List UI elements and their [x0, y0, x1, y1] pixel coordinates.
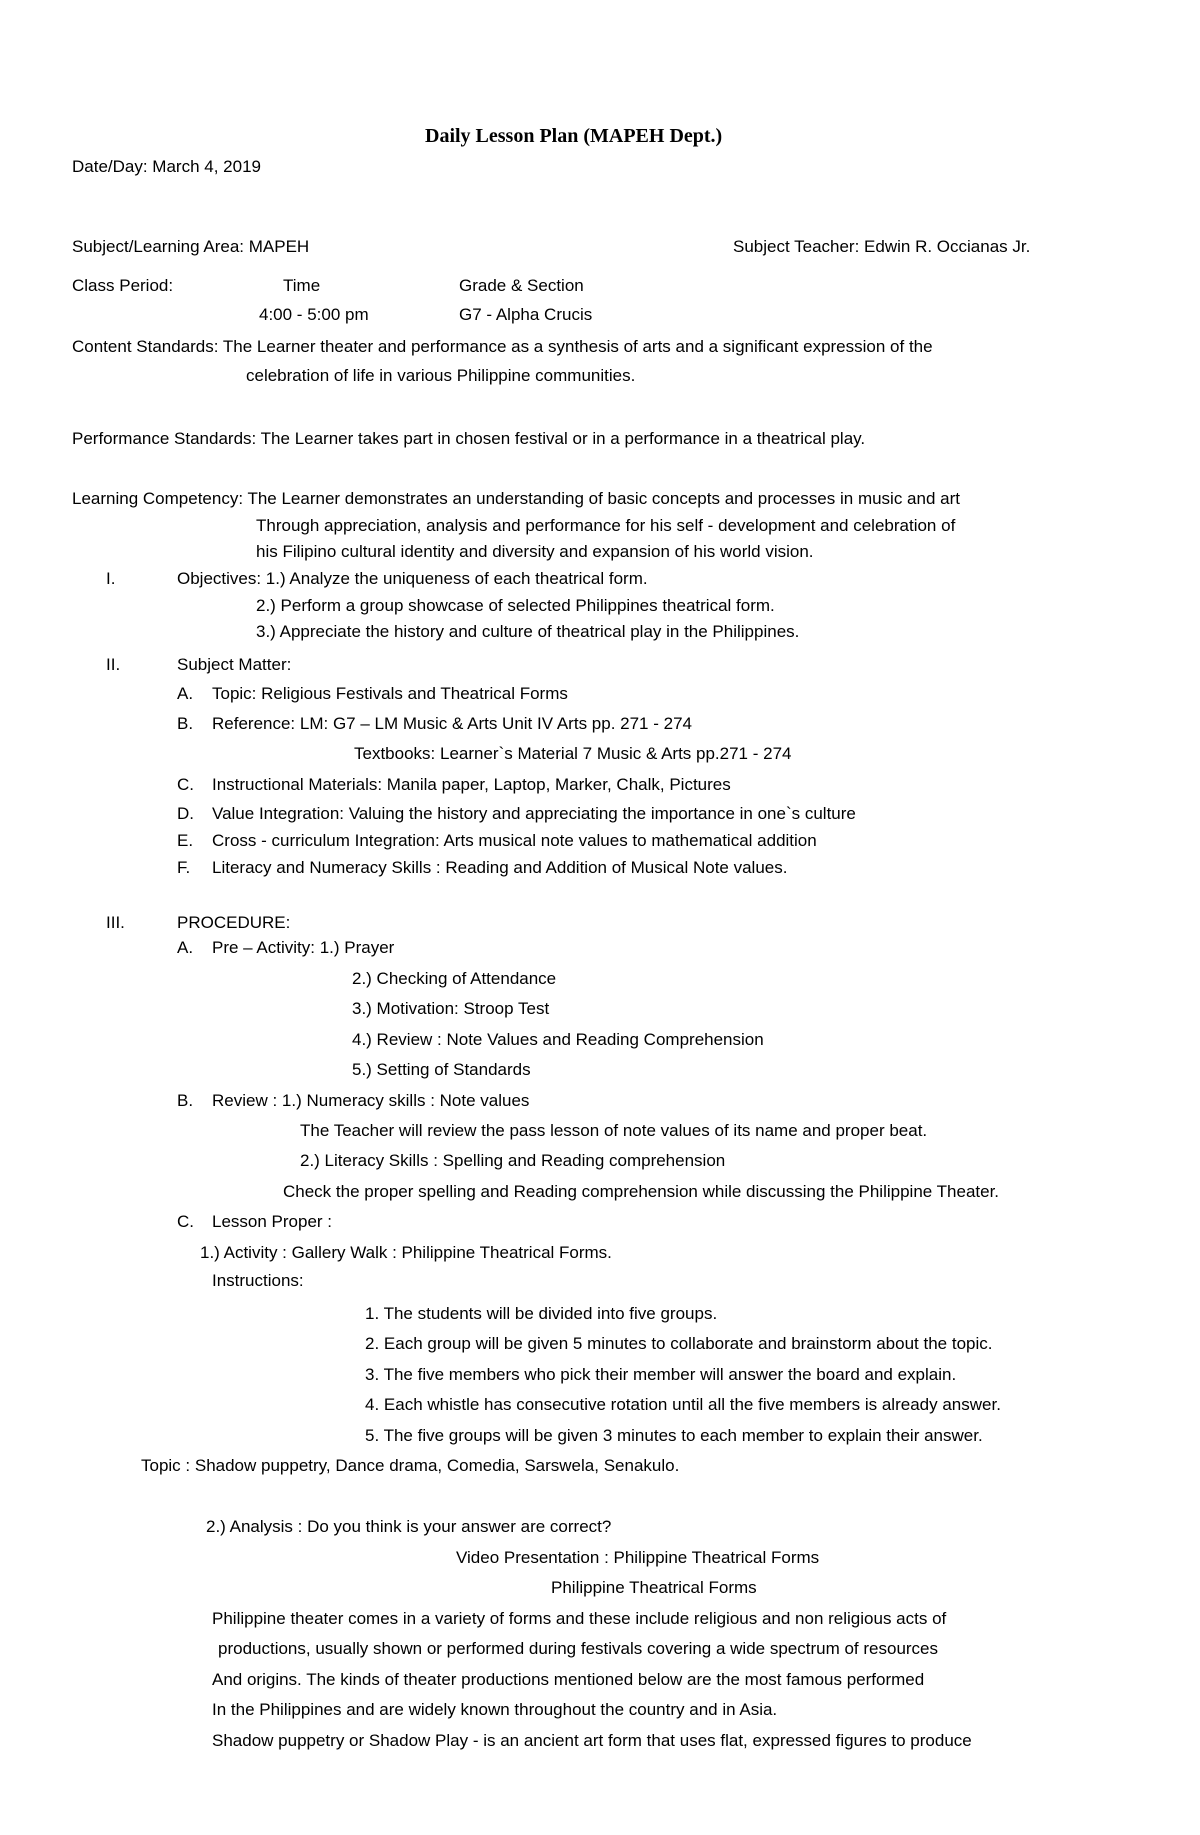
objectives-line3: 3.) Appreciate the history and culture of theatrical play in the Philippines. — [256, 622, 800, 641]
subject-matter-numeral: II. — [106, 655, 121, 674]
objectives-numeral: I. — [106, 569, 116, 588]
paragraph-line: In the Philippines and are widely known throughout the country and in Asia. — [212, 1700, 778, 1719]
paragraph-line: Shadow puppetry or Shadow Play - is an ancient art form that uses flat, expressed figures to produce — [212, 1731, 972, 1750]
subject-item-letter: C. — [177, 775, 194, 794]
instruction-item: 1. The students will be divided into five groups. — [365, 1304, 718, 1323]
pre-activity-item: 5.) Setting of Standards — [352, 1060, 531, 1079]
learning-competency-line1: Learning Competency: The Learner demonstrates an understanding of basic concepts and processes in music and art — [72, 489, 960, 508]
activity-line: 1.) Activity : Gallery Walk : Philippine Theatrical Forms. — [200, 1243, 612, 1262]
subject-item-letter: B. — [177, 714, 194, 733]
instruction-item: 2. Each group will be given 5 minutes to collaborate and brainstorm about the topic. — [365, 1334, 993, 1353]
content-standards-line2: celebration of life in various Philippine communities. — [246, 366, 636, 385]
review-description-2: Check the proper spelling and Reading comprehension while discussing the Philippine Theater. — [283, 1182, 1000, 1201]
learning-competency-line3: his Filipino cultural identity and diversity and expansion of his world vision. — [256, 542, 814, 561]
subject-item-letter: E. — [177, 831, 194, 850]
section-title: Philippine Theatrical Forms — [551, 1578, 757, 1597]
subject-item-topic: Topic: Religious Festivals and Theatrical Forms — [212, 684, 568, 703]
subject-item-literacy: Literacy and Numeracy Skills : Reading and Addition of Musical Note values. — [212, 858, 788, 877]
pre-activity-item: 2.) Checking of Attendance — [352, 969, 557, 988]
pre-activity-letter: A. — [177, 938, 194, 957]
learning-competency-line2: Through appreciation, analysis and performance for his self - development and celebration of — [256, 516, 956, 535]
paragraph-line: And origins. The kinds of theater productions mentioned below are the most famous performed — [212, 1670, 925, 1689]
pre-activity-item: 3.) Motivation: Stroop Test — [352, 999, 550, 1018]
instruction-item: 3. The five members who pick their member will answer the board and explain. — [365, 1365, 957, 1384]
topic-line: Topic : Shadow puppetry, Dance drama, Comedia, Sarswela, Senakulo. — [141, 1456, 680, 1475]
video-presentation: Video Presentation : Philippine Theatrical Forms — [456, 1548, 820, 1567]
subject-item-reference: Reference: LM: G7 – LM Music & Arts Unit IV Arts pp. 271 - 274 — [212, 714, 692, 733]
procedure-heading: PROCEDURE: — [177, 913, 291, 932]
page-title: Daily Lesson Plan (MAPEH Dept.) — [425, 125, 723, 147]
subject-item-letter: F. — [177, 858, 191, 877]
review-letter: B. — [177, 1091, 194, 1110]
analysis-line: 2.) Analysis : Do you think is your answer are correct? — [206, 1517, 612, 1536]
instructions-label: Instructions: — [212, 1271, 304, 1290]
paragraph-line: Philippine theater comes in a variety of forms and these include religious and non religious acts of — [212, 1609, 947, 1628]
pre-activity-line: Pre – Activity: 1.) Prayer — [212, 938, 395, 957]
subject-item-letter: A. — [177, 684, 194, 703]
date-day: Date/Day: March 4, 2019 — [72, 157, 261, 176]
procedure-numeral: III. — [106, 913, 125, 932]
lesson-proper-letter: C. — [177, 1212, 194, 1231]
subject-item-textbooks: Textbooks: Learner`s Material 7 Music & Arts pp.271 - 274 — [354, 744, 792, 763]
grade-section-label: Grade & Section — [459, 276, 584, 295]
instruction-item: 5. The five groups will be given 3 minutes to each member to explain their answer. — [365, 1426, 983, 1445]
performance-standards: Performance Standards: The Learner takes part in chosen festival or in a performance in a theatrical play. — [72, 429, 866, 448]
review-line: Review : 1.) Numeracy skills : Note values — [212, 1091, 530, 1110]
subject-item-letter: D. — [177, 804, 194, 823]
subject-item-materials: Instructional Materials: Manila paper, Laptop, Marker, Chalk, Pictures — [212, 775, 731, 794]
instruction-item: 4. Each whistle has consecutive rotation until all the five members is already answer. — [365, 1395, 1001, 1414]
time-value: 4:00 - 5:00 pm — [259, 305, 369, 324]
subject-matter-heading: Subject Matter: — [177, 655, 292, 674]
objectives-line2: 2.) Perform a group showcase of selected Philippines theatrical form. — [256, 596, 775, 615]
pre-activity-item: 4.) Review : Note Values and Reading Comprehension — [352, 1030, 764, 1049]
review-description-1: The Teacher will review the pass lesson of note values of its name and proper beat. — [300, 1121, 928, 1140]
time-label: Time — [283, 276, 321, 295]
subject-item-value-integration: Value Integration: Valuing the history and appreciating the importance in one`s culture — [212, 804, 856, 823]
objectives-line1: Objectives: 1.) Analyze the uniqueness of each theatrical form. — [177, 569, 648, 588]
subject-item-cross-curriculum: Cross - curriculum Integration: Arts musical note values to mathematical addition — [212, 831, 817, 850]
class-period-label: Class Period: — [72, 276, 174, 295]
subject-area: Subject/Learning Area: MAPEH — [72, 237, 310, 256]
lesson-proper-heading: Lesson Proper : — [212, 1212, 333, 1231]
review-item-2: 2.) Literacy Skills : Spelling and Reading comprehension — [300, 1151, 726, 1170]
subject-teacher: Subject Teacher: Edwin R. Occianas Jr. — [733, 237, 1031, 256]
grade-section-value: G7 - Alpha Crucis — [459, 305, 593, 324]
paragraph-line: productions, usually shown or performed during festivals covering a wide spectrum of resources — [218, 1639, 939, 1658]
content-standards-line1: Content Standards: The Learner theater and performance as a synthesis of arts and a significant expression of the — [72, 337, 933, 356]
